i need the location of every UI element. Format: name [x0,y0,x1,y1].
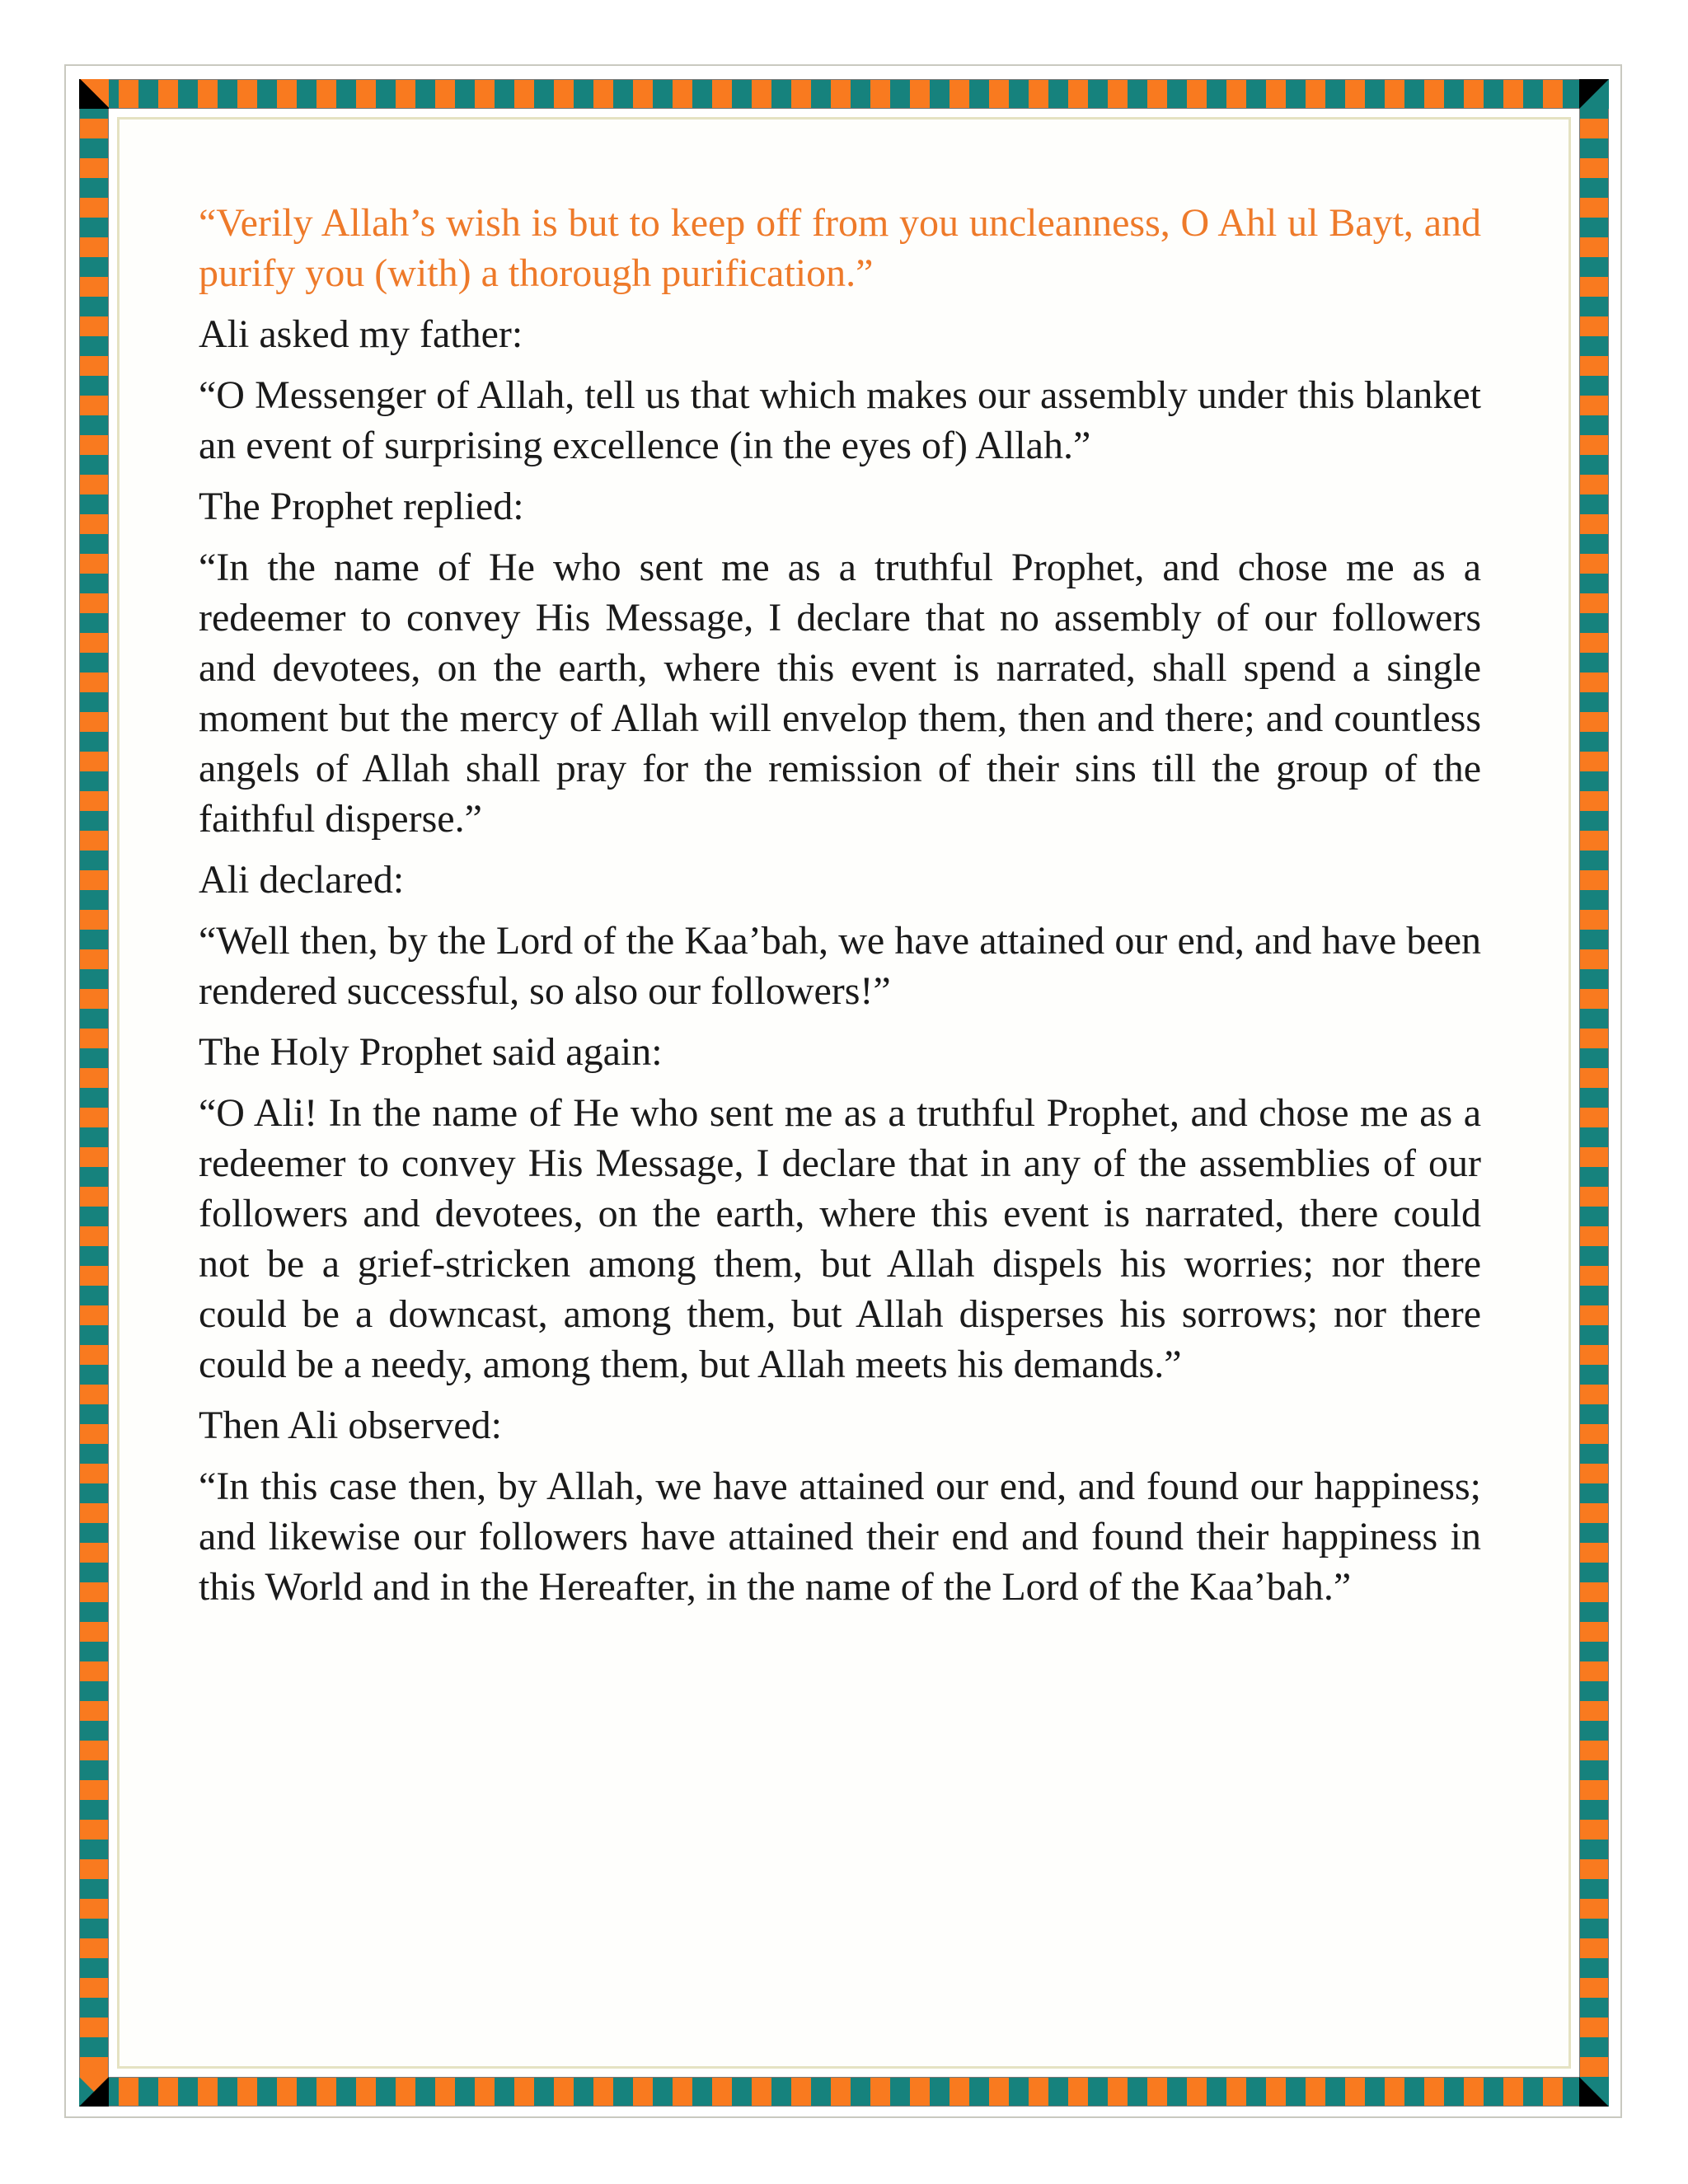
quote-paragraph: “Well then, by the Lord of the Kaa’bah, we have attained our end, and have been rendered successful, so also our followers!” [199,919,1481,1013]
quote-paragraph: “In this case then, by Allah, we have attained our end, and found our happiness; and likewise our followers have attained their end and found their happiness in this World and in the Hereafter, in the name of the Lord of the Kaa’bah.” [199,1465,1481,1609]
narration-line: Ali asked my father: [199,312,523,356]
document-body [199,198,1481,1623]
quote-paragraph: “In the name of He who sent me as a truthful Prophet, and chose me as a redeemer to convey His Message, I declare that no assembly of our followers and devotees, on the earth, where this event is narrated, shall spend a single moment but the mercy of Allah will envelop them, then and there; and countless angels of Allah shall pray for the remission of their sins till the group of the faithful disperse.” [199,546,1481,841]
narration-line: Then Ali observed: [199,1404,502,1447]
border-corner-top-left [79,79,109,109]
decorative-border-bottom [79,2077,1609,2107]
border-corner-bottom-right [1579,2077,1609,2107]
narration-line: The Holy Prophet said again: [199,1030,663,1074]
border-corner-top-right [1579,79,1609,109]
narration-line: The Prophet replied: [199,485,524,528]
quote-paragraph: “O Messenger of Allah, tell us that which makes our assembly under this blanket an event of surprising excellence (in the eyes of) Allah.” [199,373,1481,467]
decorative-border-right [1579,79,1609,2107]
quote-paragraph: “O Ali! In the name of He who sent me as a truthful Prophet, and chose me as a redeemer to convey His Message, I declare that in any of the assemblies of our followers and devotees, on the earth, where this event is narrated, there could not be a grief-stricken among them, but Allah dispels his worries; nor there could be a downcast, among them, but Allah disperses his sorrows; nor there could be a needy, among them, but Allah meets his demands.” [199,1091,1481,1386]
border-corner-bottom-left [79,2077,109,2107]
decorative-border-top [79,79,1609,109]
quranic-verse: “Verily Allah’s wish is but to keep off from you uncleanness, O Ahl ul Bayt, and purify you (with) a thorough purification.” [199,201,1481,295]
decorative-border-left [79,79,109,2107]
narration-line: Ali declared: [199,858,405,902]
